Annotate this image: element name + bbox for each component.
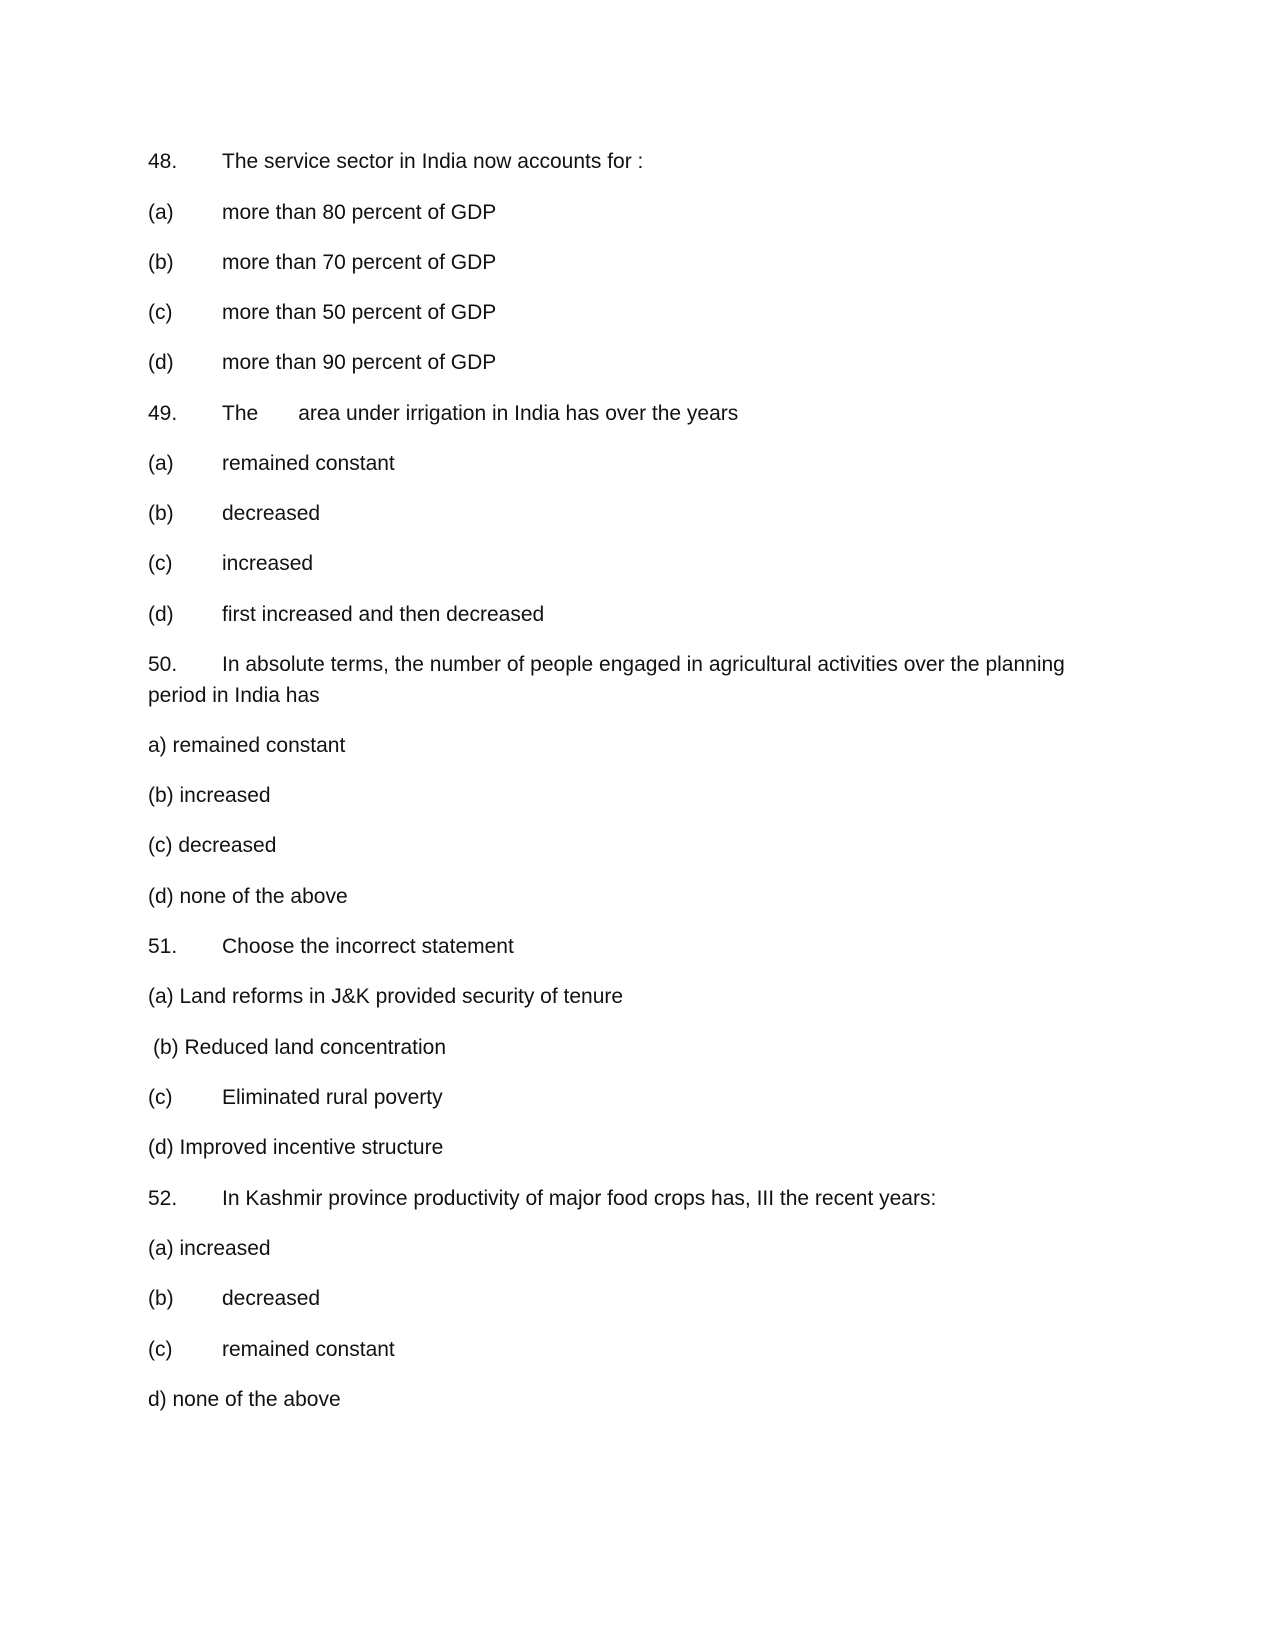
option-50-b [148, 780, 271, 812]
question-48 [148, 146, 643, 178]
option-51-b [153, 1032, 446, 1064]
option-text: a) remained constant [148, 734, 346, 757]
option-text: (c) decreased [148, 834, 277, 857]
option-text: remained constant [222, 452, 395, 475]
option-49-d [148, 599, 544, 631]
option-text: increased [222, 552, 314, 575]
option-text: more than 70 percent of GDP [222, 251, 497, 274]
question-text-part2: area under irrigation in India has over the years [298, 402, 739, 425]
option-52-a [148, 1233, 271, 1265]
option-label: (c) [148, 1086, 173, 1109]
question-number: 50. [148, 653, 178, 676]
question-text: The service sector in India now accounts for : [222, 150, 644, 173]
option-label: (c) [148, 301, 173, 324]
question-49 [148, 398, 738, 430]
option-49-b [148, 498, 320, 530]
option-52-c [148, 1334, 395, 1366]
question-number: 48. [148, 150, 178, 173]
option-text: decreased [222, 502, 321, 525]
option-50-a [148, 730, 345, 762]
option-52-d [148, 1384, 341, 1416]
option-text: (d) none of the above [148, 885, 348, 908]
option-label: (d) [148, 603, 174, 626]
question-51 [148, 931, 514, 963]
question-number: 52. [148, 1187, 178, 1210]
option-text: (b) Reduced land concentration [153, 1036, 447, 1059]
question-text-line1: In absolute terms, the number of people engaged in agricultural activities over the planning [222, 653, 1065, 676]
option-48-b [148, 247, 496, 279]
option-48-c [148, 297, 496, 329]
option-label: (c) [148, 552, 173, 575]
option-label: (a) [148, 452, 174, 475]
option-49-c [148, 548, 313, 580]
option-text: (a) increased [148, 1237, 271, 1260]
question-text: In Kashmir province productivity of major food crops has, III the recent years: [222, 1187, 937, 1210]
question-50-continued [148, 680, 320, 712]
option-text: decreased [222, 1287, 321, 1310]
option-51-d [148, 1132, 443, 1164]
option-text: more than 90 percent of GDP [222, 351, 497, 374]
question-52 [148, 1183, 936, 1215]
option-48-a [148, 197, 496, 229]
option-51-a [148, 981, 623, 1013]
option-text: (b) increased [148, 784, 271, 807]
option-text: Eliminated rural poverty [222, 1086, 443, 1109]
option-text: first increased and then decreased [222, 603, 545, 626]
option-52-b [148, 1283, 320, 1315]
option-text: remained constant [222, 1338, 395, 1361]
option-50-d [148, 881, 348, 913]
option-label: (d) [148, 351, 174, 374]
option-label: (c) [148, 1338, 173, 1361]
option-text: more than 80 percent of GDP [222, 201, 497, 224]
option-text: more than 50 percent of GDP [222, 301, 497, 324]
option-48-d [148, 347, 496, 379]
question-text-part1: The [222, 402, 259, 425]
option-text: (d) Improved incentive structure [148, 1136, 444, 1159]
option-51-c [148, 1082, 443, 1114]
option-text: d) none of the above [148, 1388, 341, 1411]
option-label: (b) [148, 251, 174, 274]
question-50 [148, 649, 1065, 681]
option-label: (a) [148, 201, 174, 224]
option-50-c [148, 830, 276, 862]
option-label: (b) [148, 502, 174, 525]
question-text: Choose the incorrect statement [222, 935, 514, 958]
question-number: 51. [148, 935, 178, 958]
option-label: (b) [148, 1287, 174, 1310]
option-text: (a) Land reforms in J&K provided security of tenure [148, 985, 624, 1008]
option-49-a [148, 448, 395, 480]
question-text-line2: period in India has [148, 684, 320, 707]
question-number: 49. [148, 402, 178, 425]
